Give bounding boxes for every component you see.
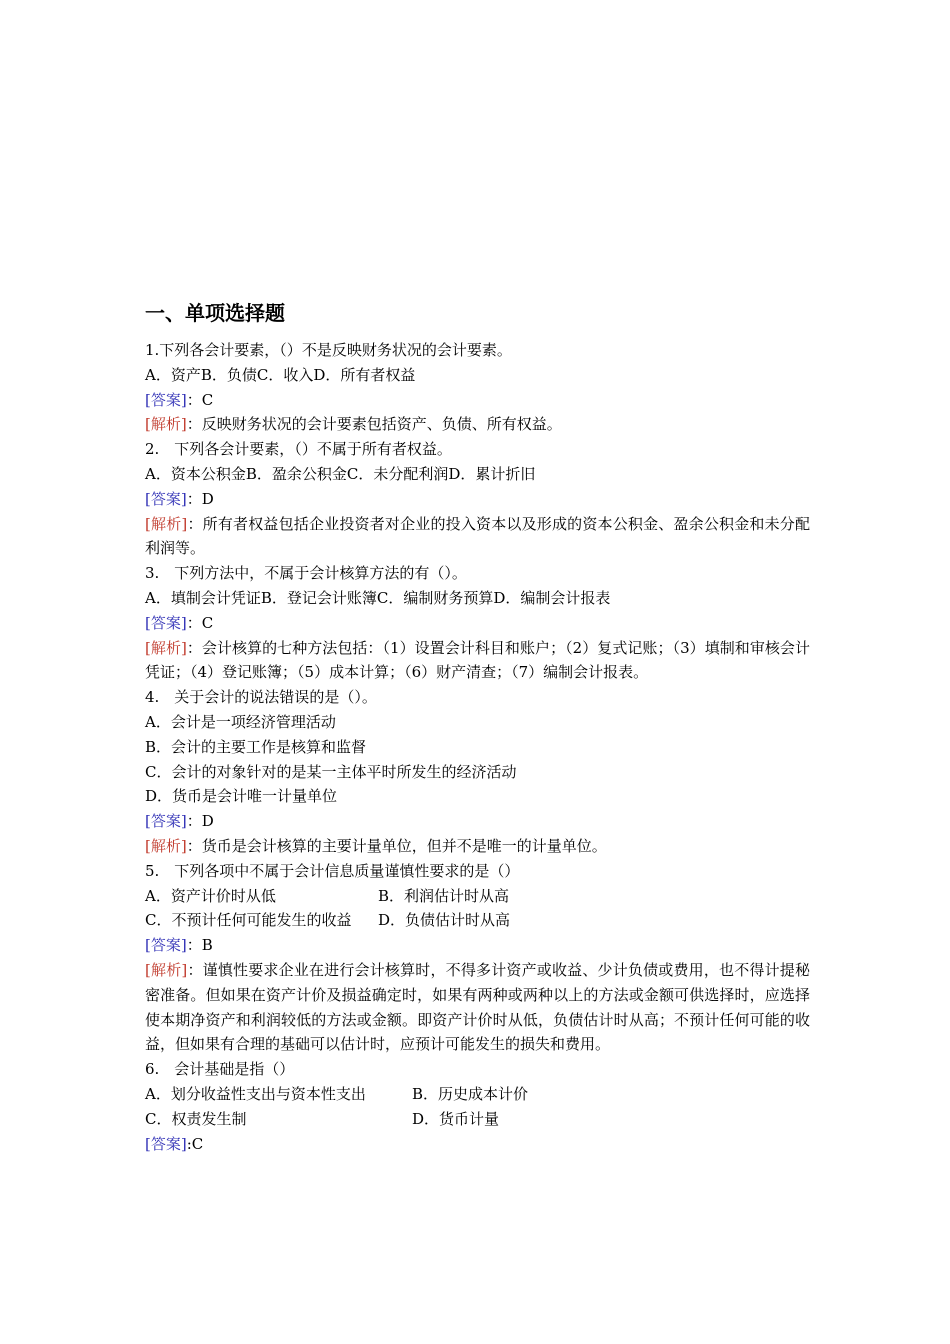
answer-value: ：C	[186, 613, 214, 632]
question-1-analysis	[145, 412, 810, 437]
answer-value: ：D	[186, 812, 214, 831]
answer-value: ：B	[186, 936, 213, 955]
question-5-option-a: A．资产计价时从低	[145, 886, 276, 905]
question-1-stem: 1.下列各会计要素，（）不是反映财务状况的会计要素。	[145, 341, 512, 359]
question-3-options: A．填制会计凭证B．登记会计账簿C．编制财务预算D．编制会计报表	[145, 588, 611, 607]
question-4-answer	[145, 809, 810, 834]
analysis-text: ：所有者权益包括企业投资者对企业的投入资本以及形成的资本公积金、盈余公积金和未分配利润等。	[145, 514, 810, 558]
question-3-answer	[145, 611, 810, 636]
analysis-label: [解析]	[145, 514, 188, 533]
answer-label: [答案]	[145, 390, 187, 409]
question-6-option-c: C．权责发生制	[145, 1109, 247, 1128]
document-page	[145, 298, 810, 1156]
analysis-label: [解析]	[145, 415, 187, 434]
question-6-stem: 6. 会计基础是指（）	[145, 1060, 295, 1079]
question-1-options: A．资产B．负债C．收入D．所有者权益	[145, 365, 416, 384]
section-title: 一、单项选择题	[145, 301, 285, 325]
question-5-answer	[145, 933, 810, 958]
answer-label: [答案]	[145, 489, 187, 508]
question-4-option-a: A．会计是一项经济管理活动	[145, 712, 336, 731]
analysis-text: ：货币是会计核算的主要计量单位，但并不是唯一的计量单位。	[186, 836, 607, 855]
analysis-text: ：反映财务状况的会计要素包括资产、负债、所有权益。	[186, 415, 562, 434]
question-2-analysis	[145, 512, 810, 562]
question-2-answer	[145, 487, 810, 512]
answer-value: ：D	[186, 489, 214, 508]
question-5-stem: 5. 下列各项中不属于会计信息质量谨慎性要求的是（）	[145, 861, 520, 880]
question-4-option-b: B．会计的主要工作是核算和监督	[145, 737, 367, 756]
question-4-option-d: D．货币是会计唯一计量单位	[145, 787, 338, 806]
question-4-option-c: C．会计的对象针对的是某一主体平时所发生的经济活动	[145, 762, 517, 781]
answer-label: [答案]	[145, 936, 187, 955]
question-6-option-a: A．划分收益性支出与资本性支出	[145, 1084, 366, 1103]
question-2-stem: 2. 下列各会计要素，（）不属于所有者权益。	[145, 440, 452, 459]
question-3-stem: 3. 下列方法中，不属于会计核算方法的有（）。	[145, 564, 467, 583]
question-5-option-d: D．负债估计时从高	[378, 911, 511, 930]
answer-label: [答案]	[145, 613, 187, 632]
analysis-label: [解析]	[145, 638, 187, 657]
answer-value: :C	[186, 1134, 204, 1153]
answer-label: [答案]	[145, 1134, 187, 1153]
analysis-text: ：谨慎性要求企业在进行会计核算时，不得多计资产或收益、少计负债或费用，也不得计提秘密准备。但如果在资产计价及损益确定时，如果有两种或两种以上的方法或金额可供选择时，应选择使本期净资产和利润较低的方法或金额。即资产计价时从低，负债估计时从高；不预计任何可能的收益，但如果有合理的基础可以估计时，应预计可能发生的损失和费用。	[145, 960, 810, 1054]
question-4-stem: 4. 关于会计的说法错误的是（）。	[145, 688, 377, 707]
question-5-option-c: C．不预计任何可能发生的收益	[145, 911, 352, 930]
answer-value: ：C	[186, 390, 214, 409]
question-2-options: A．资本公积金B．盈余公积金C．未分配利润D．累计折旧	[145, 464, 536, 483]
analysis-label: [解析]	[145, 836, 187, 855]
question-4-analysis	[145, 834, 810, 859]
question-1-answer	[145, 388, 810, 413]
analysis-label: [解析]	[145, 960, 188, 979]
question-5-options	[145, 884, 810, 934]
question-3-analysis	[145, 636, 810, 686]
question-6-options	[145, 1082, 810, 1132]
question-6-option-d: D．货币计量	[412, 1109, 500, 1128]
question-6-option-b: B．历史成本计价	[412, 1084, 529, 1103]
answer-label: [答案]	[145, 812, 187, 831]
question-5-analysis	[145, 958, 810, 1057]
analysis-text: ：会计核算的七种方法包括：（1）设置会计科目和账户；（2）复式记账；（3）填制和审核会计凭证；（4）登记账簿；（5）成本计算；（6）财产清查；（7）编制会计报表。	[145, 638, 810, 682]
question-6-answer	[145, 1132, 810, 1157]
question-5-option-b: B．利润估计时从高	[378, 886, 510, 905]
